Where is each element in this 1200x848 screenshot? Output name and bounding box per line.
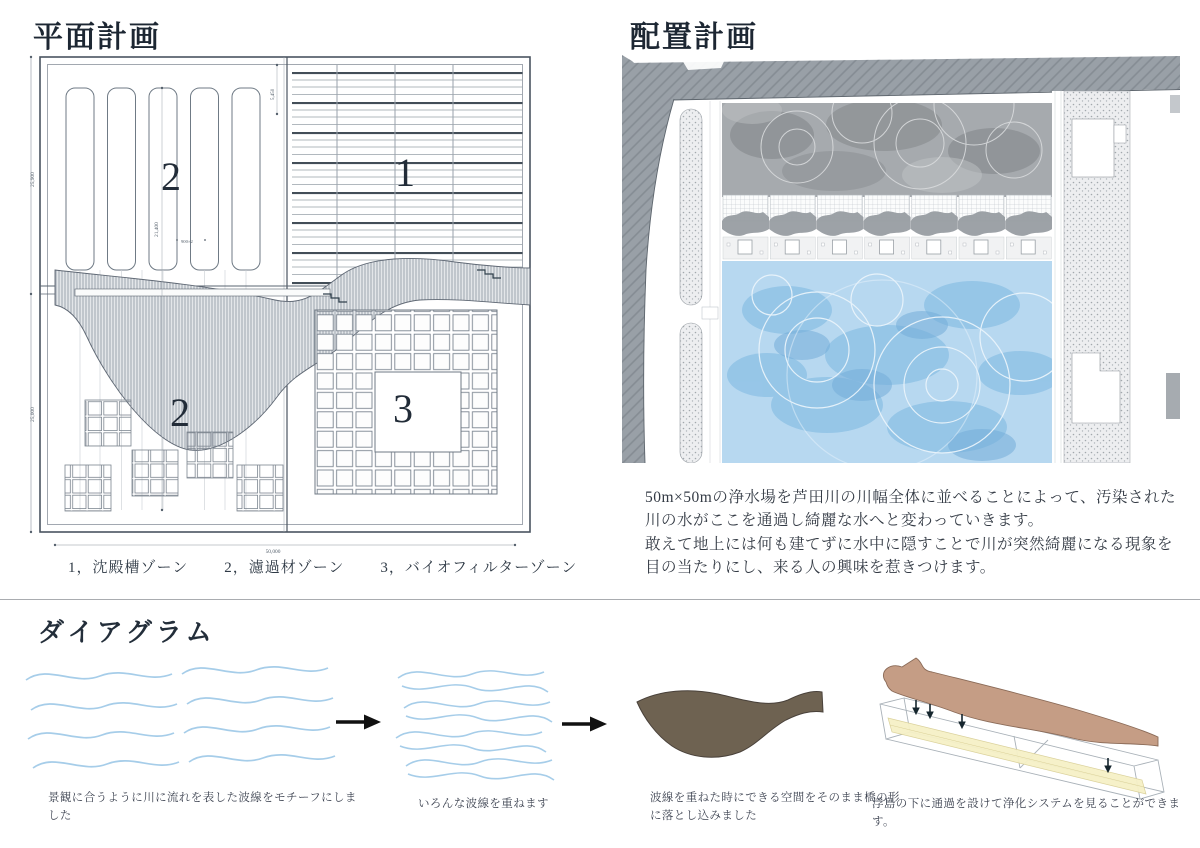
zone3-label: 3	[393, 386, 413, 431]
svg-text:900×2: 900×2	[181, 239, 193, 244]
section-divider	[0, 599, 1200, 600]
site-description-paragraph-2: 敢えて地上には何も建てずに水中に隠すことで川が突然綺麗になる現象を目の当たりにし、来る人の興味を惹きつけます。	[645, 535, 1174, 576]
purification-modules-row	[722, 195, 1052, 259]
site-plan-drawing	[622, 55, 1180, 463]
diagram-caption-2: いろんな波線を重ねます	[418, 798, 549, 810]
site-plan-title: 配置計画	[630, 21, 758, 54]
arrow-right-icon	[336, 715, 381, 730]
zone2-top-label: 2	[161, 154, 181, 199]
plan-legend	[68, 556, 577, 577]
legend-item-3: 3，バイオフィルターゾーン	[380, 560, 578, 576]
floating-island-3d-sketch	[880, 658, 1164, 799]
svg-text:50,000: 50,000	[265, 549, 281, 555]
legend-item-2: 2，濾過材ゾーン	[224, 560, 345, 576]
arrow-right-icon	[562, 717, 607, 732]
svg-text:21,400: 21,400	[154, 222, 160, 237]
floor-plan-title: 平面計画	[33, 21, 161, 54]
bridge-plan-shape	[637, 691, 823, 758]
svg-text:25,900: 25,900	[30, 172, 36, 187]
diagram-row	[0, 640, 1200, 810]
site-description	[645, 486, 1185, 579]
svg-text:5,450: 5,450	[271, 88, 276, 100]
wave-motif-sketch	[26, 667, 335, 768]
overlapped-waves-sketch	[396, 671, 554, 780]
diagram-caption-1: 景観に合うように川に流れを表した波線をモチーフにしました	[48, 792, 357, 822]
diagram-caption-3: 波線を重ねた時にできる空間をそのまま橋の形に落とし込みました	[650, 792, 900, 822]
zone2-bottom-label: 2	[170, 390, 190, 435]
floor-plan-drawing	[25, 42, 565, 562]
legend-item-1: 1，沈殿槽ゾーン	[68, 560, 189, 576]
site-description-paragraph-1: 50m×50mの浄水場を芦田川の川幅全体に並べることによって、汚染された川の水がここを通過し綺麗な水へと変わっていきます。	[645, 489, 1177, 530]
diagram-caption-4: 浮島の下に通過を設けて浄化システムを見ることができます。	[872, 798, 1181, 828]
diagram-title: ダイアグラム	[38, 618, 216, 647]
zone1-label: 1	[395, 150, 415, 195]
flow-down-arrow-icon	[959, 714, 965, 728]
clean-water-area	[722, 261, 1068, 463]
svg-text:25,000: 25,000	[30, 407, 36, 422]
